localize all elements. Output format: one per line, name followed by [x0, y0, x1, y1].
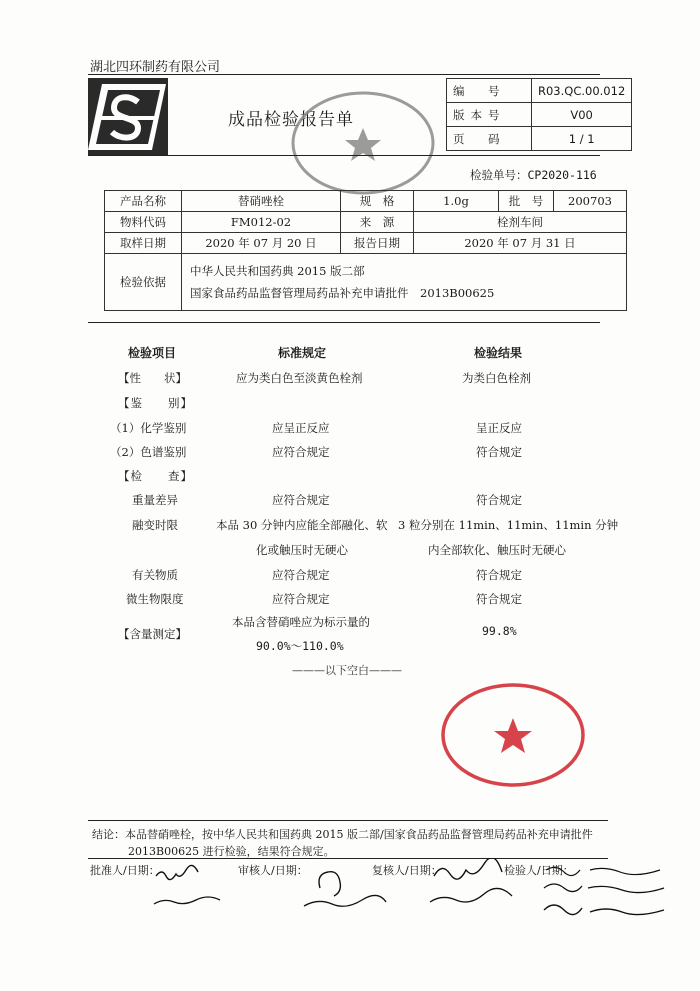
- material-code: FM012-02: [182, 212, 341, 233]
- meta-label: 版本号: [447, 103, 532, 127]
- rechecker-signature: [426, 858, 518, 912]
- result-appearance: 为类白色栓剂: [462, 371, 531, 385]
- sample-date: 2020 年 07 月 20 日: [182, 233, 341, 254]
- item-related: 有关物质: [132, 568, 178, 582]
- company-name: 湖北四环制药有限公司: [90, 60, 221, 75]
- basis-value: [182, 254, 627, 311]
- item-melt: 融变时限: [132, 518, 178, 532]
- meta-value: R03.QC.00.012: [532, 79, 632, 103]
- result-chem: 呈正反应: [476, 421, 522, 435]
- item-chrom: （2）色谱鉴别: [110, 445, 187, 459]
- standard-weight: 应符合规定: [272, 493, 330, 507]
- standard-chrom: 应符合规定: [272, 445, 330, 459]
- report-number: 检验单号：CP2020-116: [470, 168, 597, 182]
- reviewer-signature: [300, 862, 390, 912]
- info-divider: [88, 322, 600, 323]
- result-related: 符合规定: [476, 568, 522, 582]
- inspection-seal-top: [288, 88, 438, 198]
- report-date-label: 报告日期: [341, 233, 414, 254]
- inspection-seal-bottom: [438, 680, 588, 790]
- basis-line-2: 国家食品药品监督管理局药品补充申请批件 2013B00625: [190, 286, 495, 300]
- standard-chem: 应呈正反应: [272, 421, 330, 435]
- result-micro: 符合规定: [476, 592, 522, 606]
- product-info-table: [104, 190, 627, 311]
- sample-date-label: 取样日期: [105, 233, 182, 254]
- spec-value: 1.0g: [414, 191, 499, 212]
- item-chem: （1）化学鉴别: [110, 421, 187, 435]
- header-divider: [88, 155, 600, 156]
- approver-label: 批准人/日期：: [90, 864, 160, 877]
- source-label: 来 源: [341, 212, 414, 233]
- item-weight: 重量差异: [132, 493, 178, 507]
- result-weight: 符合规定: [476, 493, 522, 507]
- basis-line-1: 中华人民共和国药典 2015 版二部: [190, 264, 365, 278]
- approver-signature: [150, 862, 230, 912]
- product-name-label: 产品名称: [105, 191, 182, 212]
- item-appearance: 【性 状】: [118, 371, 187, 385]
- standard-appearance: 应为类白色至淡黄色栓剂: [236, 371, 363, 385]
- standard-assay-2: 90.0%～110.0%: [256, 639, 344, 653]
- result-melt-2: 内全部软化、触压时无硬心: [428, 543, 566, 557]
- sign-divider: [88, 858, 608, 859]
- material-code-label: 物料代码: [105, 212, 182, 233]
- item-micro: 微生物限度: [126, 592, 184, 606]
- document-meta-table: [446, 78, 632, 151]
- section-identify: 【鉴 别】: [118, 396, 193, 410]
- meta-value: V00: [532, 103, 632, 127]
- report-date: 2020 年 07 月 31 日: [414, 233, 627, 254]
- standard-related: 应符合规定: [272, 568, 330, 582]
- standard-assay-1: 本品含替硝唑应为标示量的: [232, 615, 370, 629]
- rechecker-label: 复核人/日期：: [372, 864, 442, 877]
- blank-below-marker: ———以下空白———: [292, 664, 402, 677]
- conclusion: [92, 826, 652, 860]
- basis-label: 检验依据: [105, 254, 182, 311]
- conclusion-line-1: 结论：本品替硝唑栓，按中华人民共和国药典 2015 版二部/国家食品药品监督管理局药品补充申请批件: [92, 828, 593, 841]
- batch-label: 批 号: [499, 191, 554, 212]
- company-logo-icon: [88, 78, 168, 156]
- column-item: 检验项目: [128, 346, 177, 360]
- document-title: 成品检验报告单: [228, 110, 354, 130]
- spec-label: 规 格: [341, 191, 414, 212]
- inspector-signatures: [540, 862, 670, 924]
- standard-micro: 应符合规定: [272, 592, 330, 606]
- standard-melt-2: 化或触压时无硬心: [256, 543, 348, 557]
- column-standard: 标准规定: [278, 346, 327, 360]
- top-divider: [88, 74, 600, 75]
- inspector-label: 检验人/日期：: [504, 864, 574, 877]
- standard-melt-1: 本品 30 分钟内应能全部融化、软: [216, 518, 388, 532]
- conclusion-line-2: 2013B00625 进行检验，结果符合规定。: [128, 845, 335, 858]
- item-assay: 【含量测定】: [118, 627, 187, 641]
- meta-label: 编 号: [447, 79, 532, 103]
- section-check: 【检 查】: [118, 469, 193, 483]
- meta-value: 1 / 1: [532, 127, 632, 151]
- result-melt-1: 3 粒分别在 11min、11min、11min 分钟: [398, 518, 619, 532]
- product-name: 替硝唑栓: [182, 191, 341, 212]
- result-assay: 99.8%: [482, 624, 517, 638]
- column-result: 检验结果: [474, 346, 523, 360]
- reviewer-label: 审核人/日期：: [238, 864, 308, 877]
- batch-value: 200703: [554, 191, 627, 212]
- source-value: 栓剂车间: [414, 212, 627, 233]
- meta-label: 页 码: [447, 127, 532, 151]
- conclusion-divider: [88, 820, 608, 821]
- result-chrom: 符合规定: [476, 445, 522, 459]
